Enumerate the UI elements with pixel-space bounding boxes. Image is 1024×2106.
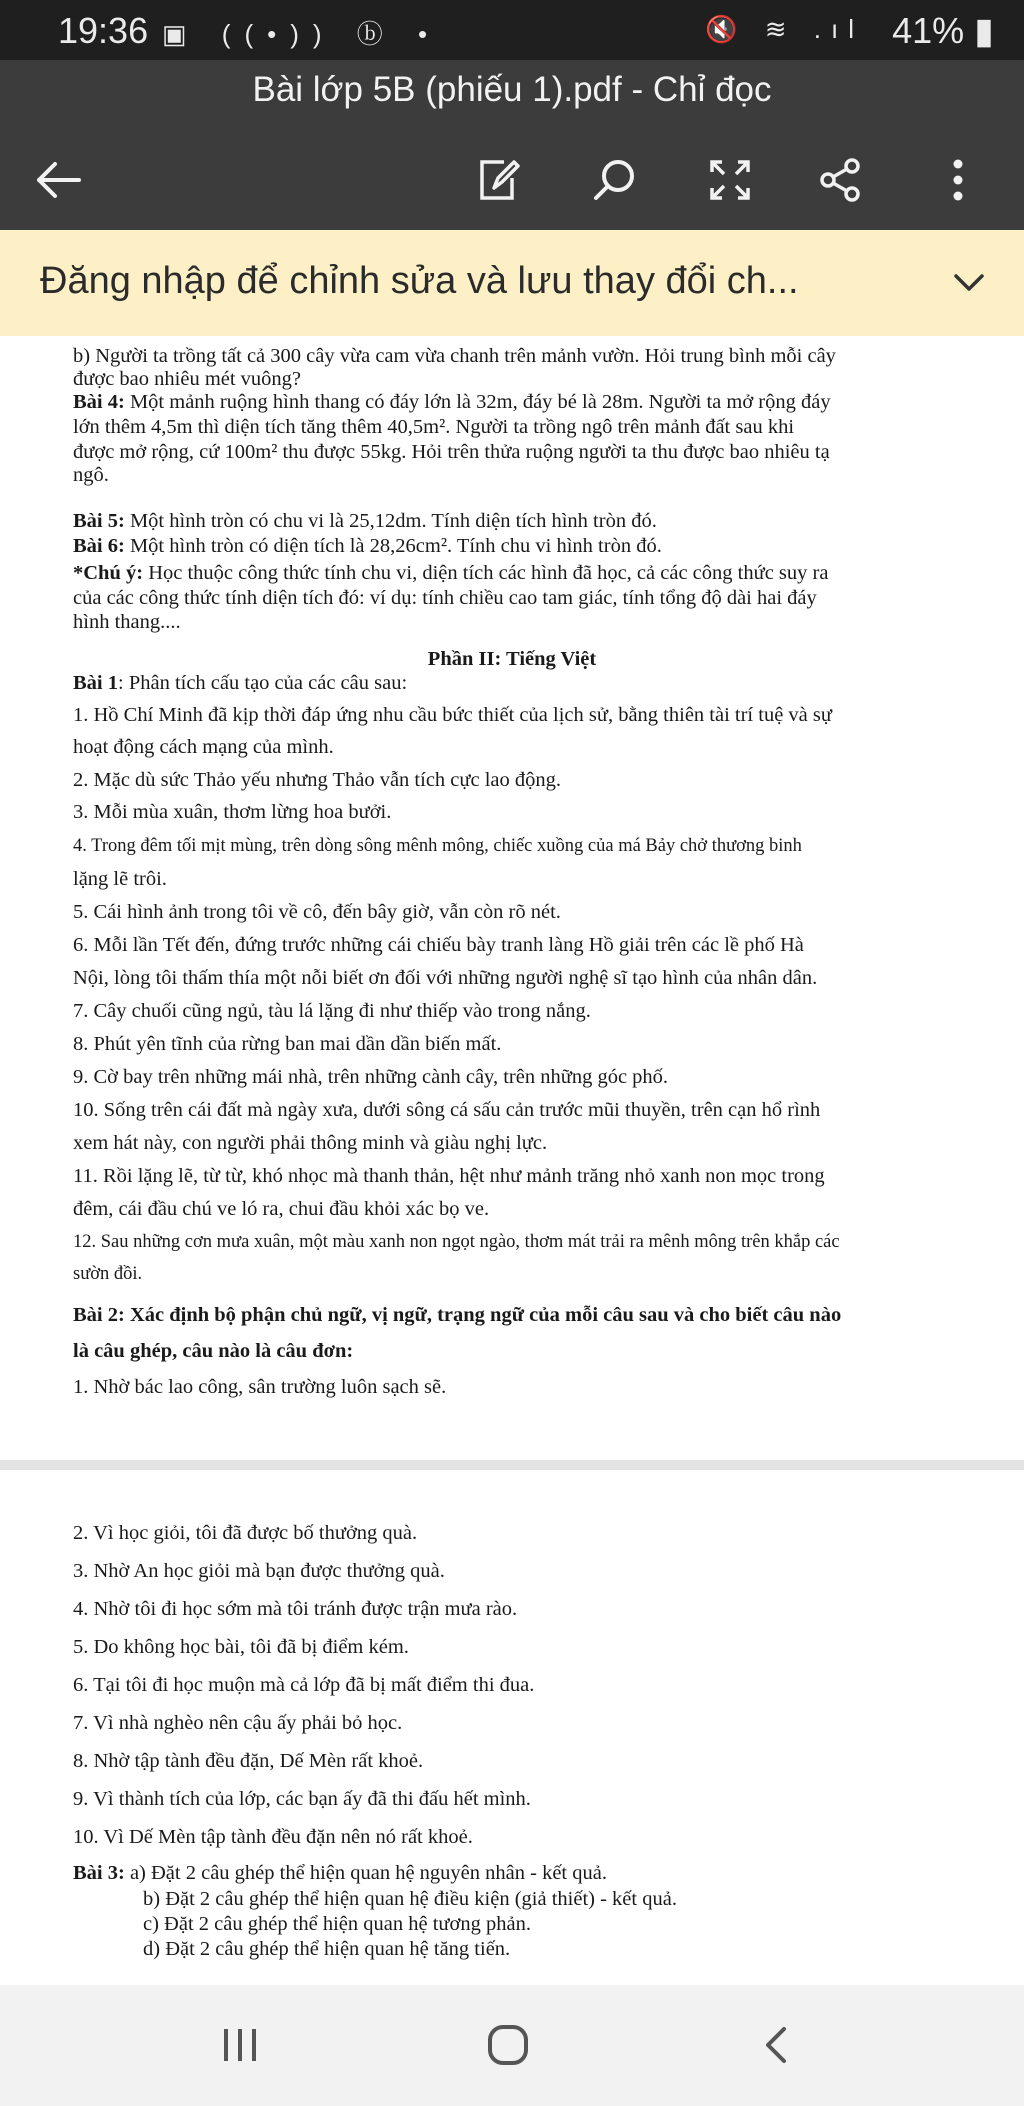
exercise-heading: Bài 2: Xác định bộ phận chủ ngữ, vị ngữ, trạng ngữ của mỗi câu sau và cho biết câu nào xyxy=(73,1304,842,1326)
pdf-page-1 xyxy=(0,336,1024,1460)
text-line: 12. Sau những cơn mưa xuân, một màu xanh non ngọt ngào, thơm mát trải ra mênh mông trên khắp các xyxy=(73,1232,840,1252)
search-button[interactable] xyxy=(574,140,654,220)
exercise-label: Bài 3: xyxy=(73,1862,125,1884)
line-text: : Phân tích cấu tạo của các câu sau: xyxy=(118,672,408,694)
home-icon xyxy=(486,2023,530,2067)
text-line: 10. Sống trên cái đất mà ngày xưa, dưới sông cá sấu cản trước mũi thuyền, trên cạn hổ rình xyxy=(73,1099,821,1121)
notification-icons: ▣ ((•)) ⓑ • xyxy=(162,19,442,49)
text-line: được bao nhiêu mét vuông? xyxy=(73,368,302,390)
exercise-label: Bài 1 xyxy=(73,672,118,694)
back-chevron-icon xyxy=(760,2025,790,2065)
text-line: đêm, cái đầu chú ve ló ra, chui đầu khỏi xác bọ ve. xyxy=(73,1198,490,1220)
recent-apps-button[interactable] xyxy=(200,2010,280,2080)
back-arrow-icon xyxy=(33,160,83,200)
expand-icon xyxy=(706,156,754,204)
text-line: xem hát này, con người phải thông minh và giàu nghị lực. xyxy=(73,1132,548,1154)
status-time: 19:36 xyxy=(58,10,149,51)
text-line: ngô. xyxy=(73,464,109,486)
text-line: 11. Rồi lặng lẽ, từ từ, khó nhọc mà thanh thản, hệt như mảnh trăng nhỏ xanh non mọc trong xyxy=(73,1165,825,1187)
pdf-page-2 xyxy=(0,1470,1024,1985)
banner-text: Đăng nhập để chỉnh sửa và lưu thay đổi ch... xyxy=(40,260,799,302)
text-line: 9. Cờ bay trên những mái nhà, trên những cành cây, trên những góc phố. xyxy=(73,1066,669,1088)
text-line: 1. Hồ Chí Minh đã kịp thời đáp ứng nhu cầu bức thiết của lịch sử, bằng thiên tài trí tuệ và sự xyxy=(73,704,832,726)
text-line: 5. Do không học bài, tôi đã bị điểm kém. xyxy=(73,1636,409,1658)
exercise-label: Bài 4: xyxy=(73,391,125,413)
text-line: 10. Vì Dế Mèn tập tành đều đặn nên nó rất khoẻ. xyxy=(73,1826,473,1848)
line-text: Một hình tròn có diện tích là 28,26cm². Tính chu vi hình tròn đó. xyxy=(124,535,662,557)
text-line: lặng lẽ trôi. xyxy=(73,868,167,890)
text-line: b) Đặt 2 câu ghép thể hiện quan hệ điều kiện (giả thiết) - kết quả. xyxy=(143,1888,677,1910)
share-icon xyxy=(816,156,864,204)
more-options-button[interactable] xyxy=(918,140,998,220)
search-icon xyxy=(590,156,638,204)
text-line: 4. Nhờ tôi đi học sớm mà tôi tránh được trận mưa rào. xyxy=(73,1598,518,1620)
text-line: 8. Nhờ tập tành đều đặn, Dế Mèn rất khoẻ. xyxy=(73,1750,424,1772)
text-line: d) Đặt 2 câu ghép thể hiện quan hệ tăng tiến. xyxy=(143,1938,511,1960)
text-line: của các công thức tính diện tích đó: ví dụ: tính chiều cao tam giác, tính tổng độ dài hai đáy xyxy=(73,587,817,609)
text-line: 8. Phút yên tĩnh của rừng ban mai dần dần biến mất. xyxy=(73,1033,502,1055)
text-line: sườn đồi. xyxy=(73,1264,143,1284)
text-line: 4. Trong đêm tối mịt mùng, trên dòng sông mênh mông, chiếc xuồng của má Bảy chở thương binh xyxy=(73,836,802,856)
text-line: 1. Nhờ bác lao công, sân trường luôn sạch sẽ. xyxy=(73,1376,447,1398)
document-title: Bài lớp 5B (phiếu 1).pdf - Chỉ đọc xyxy=(252,70,772,109)
system-nav-bar xyxy=(0,1985,1024,2106)
page-separator xyxy=(0,1460,1024,1470)
text-line xyxy=(73,391,831,414)
text-line: 6. Mỗi lần Tết đến, đứng trước những cái chiếu bày tranh làng Hồ giải trên các lề phố Hà xyxy=(73,934,804,956)
sign-in-banner[interactable] xyxy=(0,230,1024,337)
status-bar xyxy=(0,0,1024,60)
text-line: 3. Mỗi mùa xuân, thơm lừng hoa bưởi. xyxy=(73,801,392,823)
chevron-down-icon[interactable] xyxy=(944,258,994,308)
text-line xyxy=(73,535,662,558)
text-line: lớn thêm 4,5m thì diện tích tăng thêm 40,5m². Người ta trồng ngô trên mảnh đất sau khi xyxy=(73,416,795,438)
battery-level: 41% ▮ xyxy=(892,10,994,51)
note-label: *Chú ý: xyxy=(73,562,144,584)
app-bar xyxy=(0,60,1024,230)
text-line: Nội, lòng tôi thấm thía một nỗi biết ơn đối với những người nghệ sĩ tạo hình của nhân dân. xyxy=(73,967,818,989)
line-text: Một hình tròn có chu vi là 25,12dm. Tính diện tích hình tròn đó. xyxy=(124,510,657,532)
text-line: 3. Nhờ An học giỏi mà bạn được thưởng quà. xyxy=(73,1560,445,1582)
text-line: c) Đặt 2 câu ghép thể hiện quan hệ tương phản. xyxy=(143,1913,531,1935)
exercise-heading: là câu ghép, câu nào là câu đơn: xyxy=(73,1340,354,1362)
signal-icons: 🔇 ≋ .ıl xyxy=(705,14,864,44)
line-text: a) Đặt 2 câu ghép thể hiện quan hệ nguyên nhân - kết quả. xyxy=(124,1862,607,1884)
text-line: được mở rộng, cứ 100m² thu được 55kg. Hỏi trên thửa ruộng người ta thu được bao nhiêu tạ xyxy=(73,441,830,463)
text-line: 2. Vì học giỏi, tôi đã được bố thưởng quà. xyxy=(73,1522,418,1544)
edit-pen-icon xyxy=(474,156,522,204)
share-button[interactable] xyxy=(800,140,880,220)
text-line: b) Người ta trồng tất cả 300 cây vừa cam vừa chanh trên mảnh vườn. Hỏi trung bình mỗi cây xyxy=(73,345,836,367)
exercise-label: Bài 6: xyxy=(73,535,125,557)
line-text: Một mảnh ruộng hình thang có đáy lớn là 32m, đáy bé là 28m. Người ta mở rộng đáy xyxy=(124,391,831,413)
back-nav-button[interactable] xyxy=(735,2010,815,2080)
recent-apps-icon xyxy=(220,2027,260,2063)
text-line: hình thang.... xyxy=(73,611,181,633)
more-vertical-icon xyxy=(948,156,968,204)
home-button[interactable] xyxy=(468,2010,548,2080)
text-line: 9. Vì thành tích của lớp, các bạn ấy đã thi đấu hết mình. xyxy=(73,1788,531,1810)
edit-button[interactable] xyxy=(458,140,538,220)
text-line: 7. Vì nhà nghèo nên cậu ấy phải bỏ học. xyxy=(73,1712,403,1734)
line-text: Học thuộc công thức tính chu vi, diện tích các hình đã học, cả các công thức suy ra xyxy=(143,562,829,584)
text-line: 7. Cây chuối cũng ngủ, tàu lá lặng đi như thiếp vào trong nắng. xyxy=(73,1000,591,1022)
text-line: 2. Mặc dù sức Thảo yếu nhưng Thảo vẫn tích cực lao động. xyxy=(73,769,562,791)
text-line: 5. Cái hình ảnh trong tôi về cô, đến bây giờ, vẫn còn rõ nét. xyxy=(73,901,561,923)
section-heading: Phần II: Tiếng Việt xyxy=(427,648,597,670)
text-line: 6. Tại tôi đi học muộn mà cả lớp đã bị mất điểm thi đua. xyxy=(73,1674,535,1696)
text-line xyxy=(73,672,407,695)
exercise-label: Bài 5: xyxy=(73,510,125,532)
text-line xyxy=(73,562,828,585)
text-line: hoạt động cách mạng của mình. xyxy=(73,736,334,758)
back-button[interactable] xyxy=(18,140,98,220)
fullscreen-button[interactable] xyxy=(690,140,770,220)
text-line xyxy=(73,1862,607,1885)
text-line xyxy=(73,510,657,533)
